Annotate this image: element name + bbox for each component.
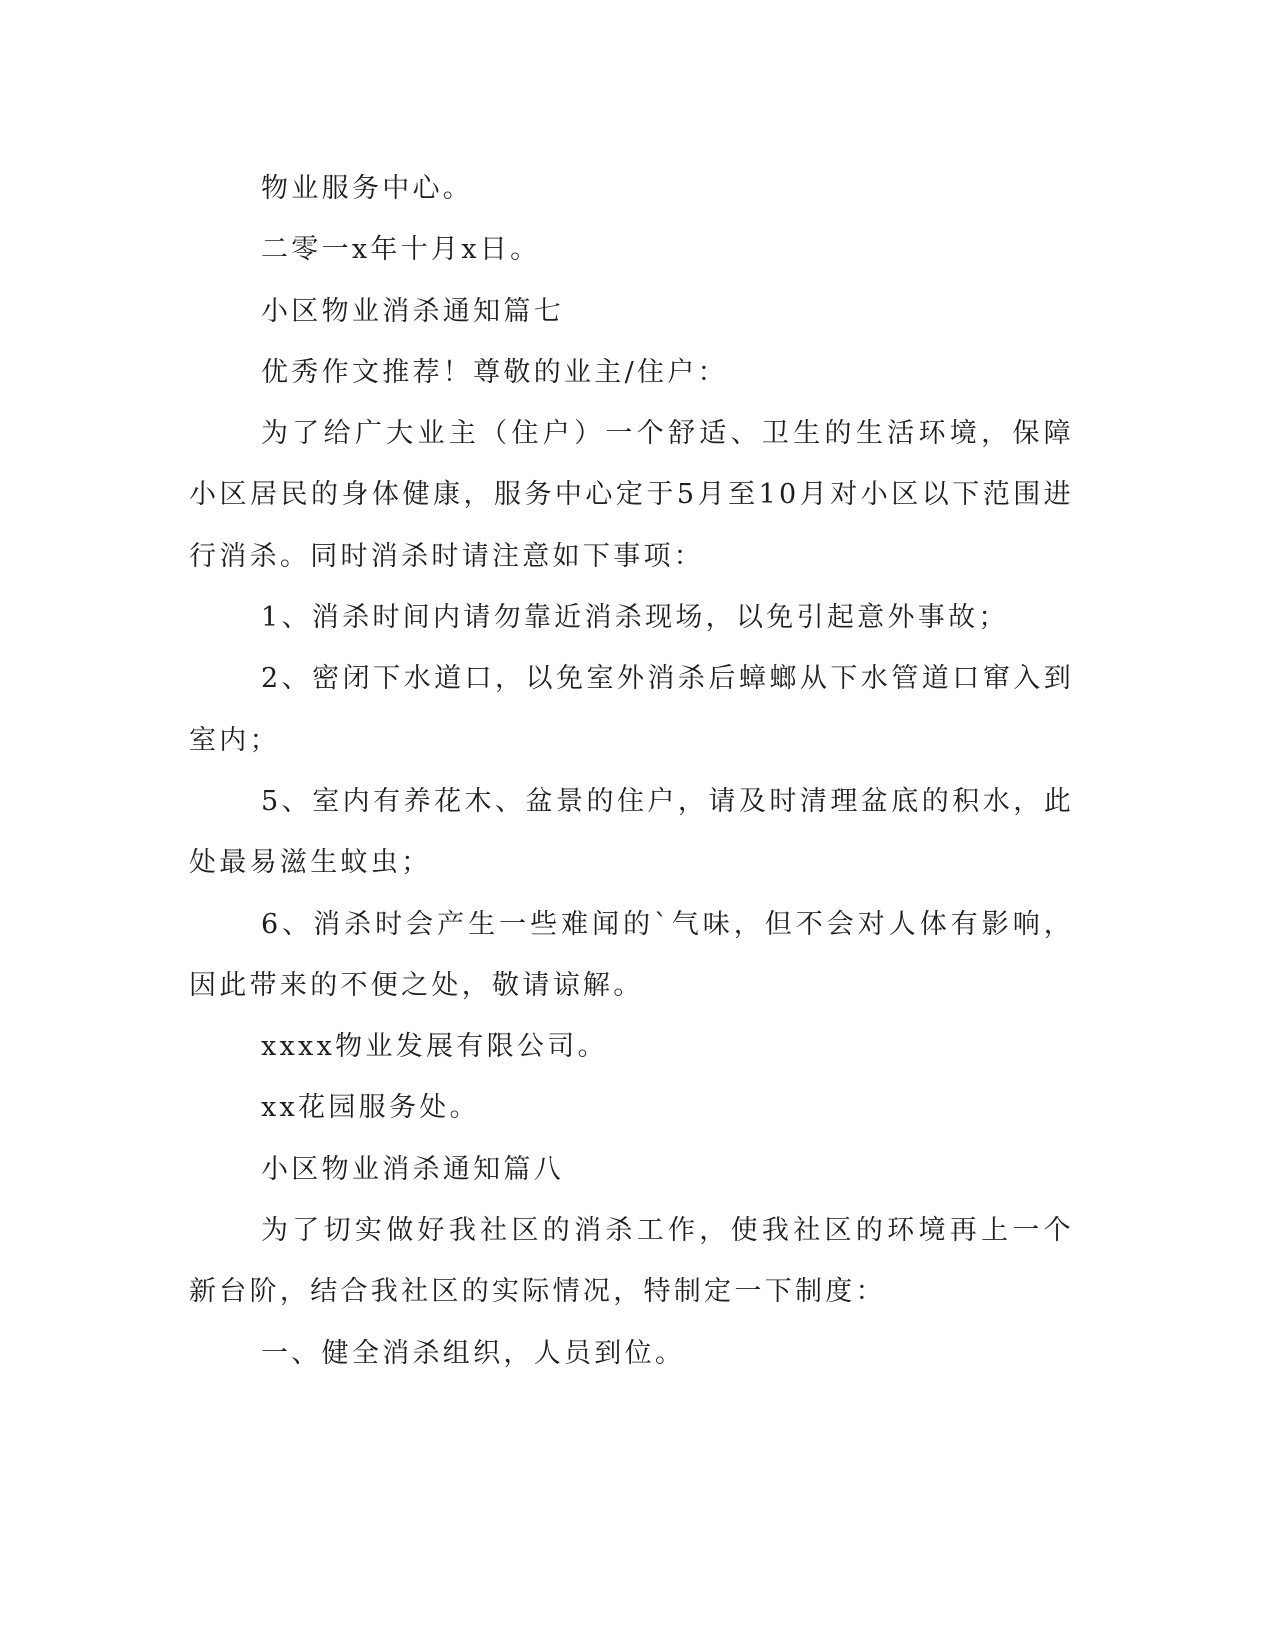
list-item-1: 1、消杀时间内请勿靠近消杀现场，以免引起意外事故；: [261, 602, 1009, 634]
paragraph-service-office: xx花园服务处。: [261, 1092, 480, 1124]
paragraph-date: 二零一x年十月x日。: [261, 234, 541, 266]
paragraph-salutation: 优秀作文推荐！尊敬的业主/住户：: [261, 356, 728, 388]
section-heading-7: 小区物业消杀通知篇七: [261, 295, 564, 327]
paragraph-intro-8: 为了切实做好我社区的消杀工作，使我社区的环境再上一个新台阶，结合我社区的实际情况，特制定一下制度：: [189, 1215, 1074, 1308]
paragraph-company: xxxx物业发展有限公司。: [261, 1031, 608, 1063]
section-heading-8: 小区物业消杀通知篇八: [261, 1153, 564, 1185]
list-item-2: 2、密闭下水道口，以免室外消杀后蟑螂从下水管道口窜入到室内；: [189, 663, 1074, 756]
paragraph-intro: 为了给广大业主（住户）一个舒适、卫生的生活环境，保障小区居民的身体健康，服务中心定于5月至10月对小区以下范围进行消杀。同时消杀时请注意如下事项：: [189, 418, 1074, 572]
paragraph-signature-center: 物业服务中心。: [261, 173, 474, 204]
document-body: [189, 158, 1074, 1384]
list-item-6: 6、消杀时会产生一些难闻的`气味，但不会对人体有影响，因此带来的不便之处，敬请谅解。: [189, 908, 1074, 1001]
list-item-5: 5、室内有养花木、盆景的住户，请及时清理盆底的积水，此处最易滋生蚊虫；: [189, 785, 1074, 879]
paragraph-point-1: 一、健全消杀组织，人员到位。: [261, 1337, 686, 1369]
